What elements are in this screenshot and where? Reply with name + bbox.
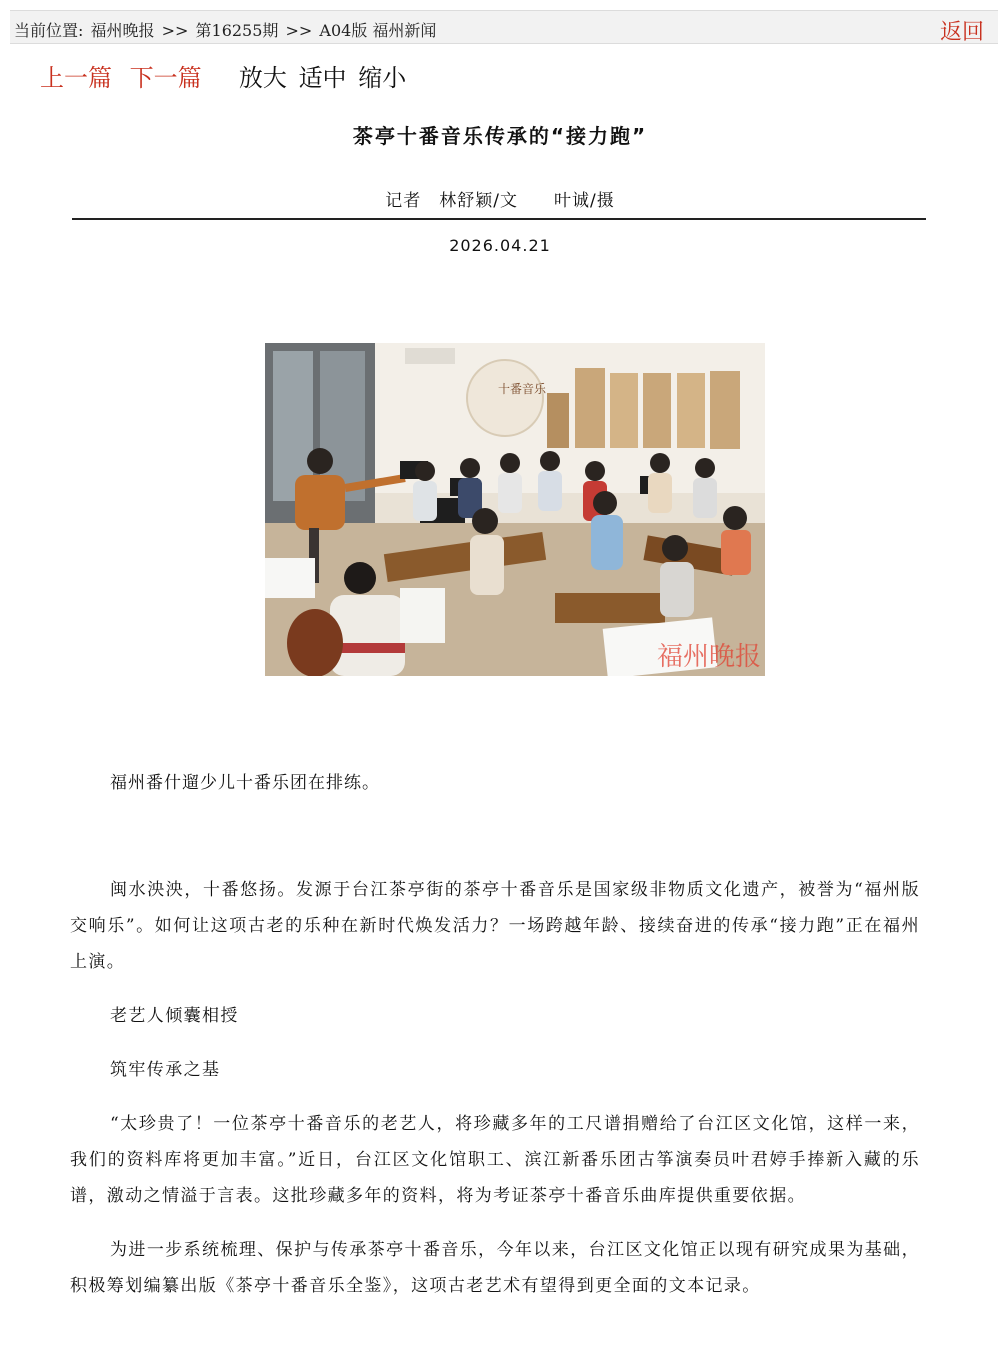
paragraph: “太珍贵了！一位茶亭十番音乐的老艺人，将珍藏多年的工尺谱捐赠给了台江区文化馆，这样一来，我们的资料库将更加丰富。”近日，台江区文化馆职工、滨江新番乐团古筝演奏员叶君婷手捧新入藏的乐谱，激动之情溢于言表。这批珍藏多年的资料，将为考证茶亭十番音乐曲库提供重要依据。: [70, 1114, 920, 1206]
paragraph: 闽水泱泱，十番悠扬。发源于台江茶亭街的茶亭十番音乐是国家级非物质文化遗产，被誉为“福州版交响乐”。如何让这项古老的乐种在新时代焕发活力？一场跨越年龄、接续奋进的传承“接力跑”正在福州上演。: [70, 880, 920, 972]
breadcrumb-issue[interactable]: 第16255期: [195, 21, 279, 40]
article-photo: [265, 343, 765, 676]
location-bar: [10, 10, 998, 44]
breadcrumb-page[interactable]: A04版 福州新闻: [319, 21, 437, 40]
breadcrumb-separator: >>: [285, 21, 313, 40]
article-body: [70, 872, 920, 1322]
back-link[interactable]: 返回: [939, 20, 984, 45]
rehearsal-photo: [265, 343, 765, 676]
next-article-link[interactable]: 下一篇: [129, 64, 202, 92]
article-title: 茶亭十番音乐传承的“接力跑”: [352, 124, 648, 148]
breadcrumb-separator: >>: [161, 21, 189, 40]
wall-sign-text: 十番音乐: [498, 382, 547, 396]
breadcrumb: [14, 18, 438, 41]
article-byline: 记者 林舒颖/文 叶诚/摄: [385, 191, 615, 211]
subheading: 老艺人倾囊相授: [110, 1006, 239, 1026]
zoom-out-link[interactable]: 缩小: [358, 64, 407, 92]
photo-watermark: 福州晚报: [657, 642, 762, 672]
prev-article-link[interactable]: 上一篇: [40, 64, 112, 92]
divider: [72, 218, 926, 220]
photo-caption: 福州番什遛少儿十番乐团在排练。: [110, 773, 380, 793]
breadcrumb-paper[interactable]: 福州晚报: [90, 21, 155, 40]
paragraph: 为进一步系统梳理、保护与传承茶亭十番音乐，今年以来，台江区文化馆正以现有研究成果为基础，积极筹划编纂出版《茶亭十番音乐全鉴》，这项古老艺术有望得到更全面的文本记录。: [70, 1240, 920, 1296]
breadcrumb-label: 当前位置:: [14, 21, 84, 40]
zoom-in-link[interactable]: 放大: [238, 64, 287, 92]
article-date: 2026.04.21: [449, 236, 551, 255]
zoom-fit-link[interactable]: 适中: [298, 64, 347, 92]
article-nav: [40, 58, 410, 93]
subheading: 筑牢传承之基: [110, 1060, 221, 1080]
